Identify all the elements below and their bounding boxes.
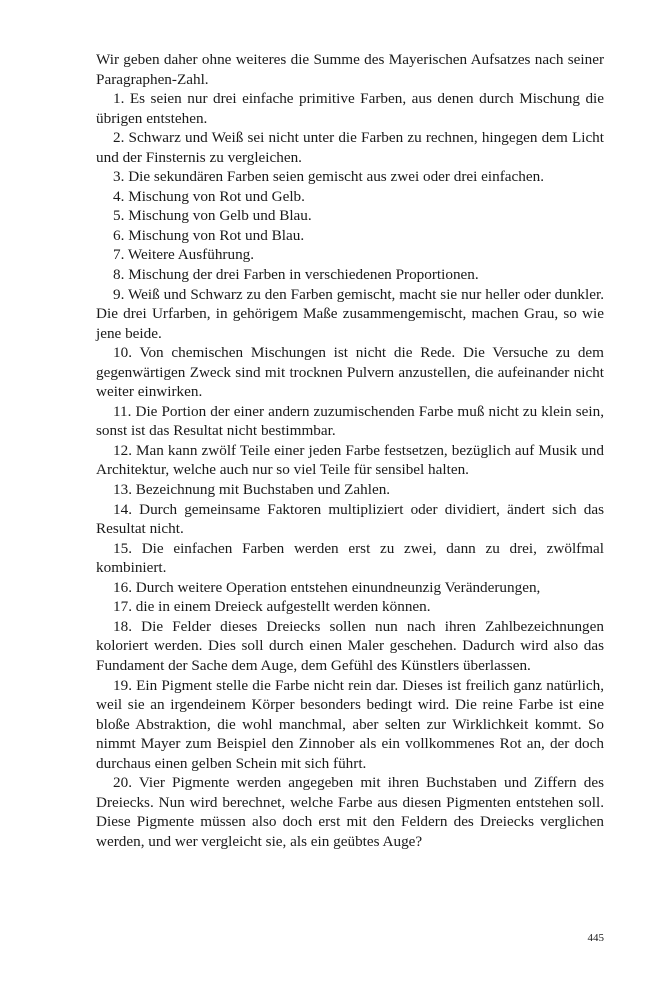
paragraph-4: 4. Mischung von Rot und Gelb.: [113, 187, 305, 205]
paragraph-6: 6. Mischung von Rot und Blau.: [113, 226, 305, 244]
paragraph-18: 18. Die Felder dieses Dreiecks sollen nun nach ihren Zahlbezeichnungen koloriert werden. Dies soll durch einen Maler geschehen. Dadurch wird also das Fundament der Sache dem Auge, dem Gefühl des Künstlers überlassen.: [96, 617, 604, 674]
paragraph-10: 10. Von chemischen Mischungen ist nicht die Rede. Die Versuche zu dem gegenwärtigen Zweck sind mit trocknen Pulvern anzustellen, die aufeinander nicht weiter einwirken.: [96, 344, 604, 401]
paragraph-11: 11. Die Portion der einer andern zuzumischenden Farbe muß nicht zu klein sein, sonst ist das Resultat nicht bestimmbar.: [96, 402, 604, 440]
paragraph-17: 17. die in einem Dreieck aufgestellt werden können.: [113, 598, 431, 616]
paragraph-5: 5. Mischung von Gelb und Blau.: [113, 207, 312, 225]
intro-paragraph: Wir geben daher ohne weiteres die Summe des Mayerischen Aufsatzes nach seiner Paragraphen-Zahl.: [96, 51, 604, 88]
paragraph-3: 3. Die sekundären Farben seien gemischt aus zwei oder drei einfachen.: [113, 168, 544, 186]
paragraph-14: 14. Durch gemeinsame Faktoren multipliziert oder dividiert, ändert sich das Resultat nicht.: [96, 500, 604, 538]
paragraph-16: 16. Durch weitere Operation entstehen einundneunzig Veränderungen,: [113, 578, 541, 596]
paragraph-1: 1. Es seien nur drei einfache primitive Farben, aus denen durch Mischung die übrigen entstehen.: [96, 90, 604, 127]
page-number: 445: [587, 932, 604, 944]
paragraph-20: 20. Vier Pigmente werden angegeben mit ihren Buchstaben und Ziffern des Dreiecks. Nun wird berechnet, welche Farbe aus diesen Pigmenten entstehen soll. Diese Pigmente müssen also doch erst mit den Feldern des Dreiecks verglichen werden, und wer vergleicht sie, als ein geübtes Auge?: [96, 774, 604, 850]
paragraph-19: 19. Ein Pigment stelle die Farbe nicht rein dar. Dieses ist freilich ganz natürlich, weil sie an irgendeinem Körper besonders bedingt wird. Die reine Farbe ist eine bloße Abstraktion, die wohl manchmal, aber selten zur Wirklichkeit kommt. So nimmt Mayer zum Beispiel den Zinnober als ein vollkommenes Rot an, der doch durchaus einen gelben Schein mit sich führt.: [96, 676, 604, 772]
paragraph-7: 7. Weitere Ausführung.: [113, 246, 255, 264]
page-body: [96, 50, 604, 851]
paragraph-13: 13. Bezeichnung mit Buchstaben und Zahlen.: [113, 481, 391, 499]
numbered-paragraphs: [96, 89, 604, 851]
paragraph-2: 2. Schwarz und Weiß sei nicht unter die Farben zu rechnen, hingegen dem Licht und der Finsternis zu vergleichen.: [96, 129, 604, 166]
paragraph-15: 15. Die einfachen Farben werden erst zu zwei, dann zu drei, zwölfmal kombiniert.: [96, 539, 604, 577]
paragraph-12: 12. Man kann zwölf Teile einer jeden Farbe festsetzen, bezüglich auf Musik und Architektur, welche auch nur so viel Teile für sensibel halten.: [96, 441, 604, 479]
paragraph-9: 9. Weiß und Schwarz zu den Farben gemischt, macht sie nur heller oder dunkler. Die drei Urfarben, in gehörigem Maße zusammengemischt, machen Grau, so wie jene beide.: [96, 285, 604, 342]
paragraph-8: 8. Mischung der drei Farben in verschiedenen Proportionen.: [113, 266, 479, 284]
